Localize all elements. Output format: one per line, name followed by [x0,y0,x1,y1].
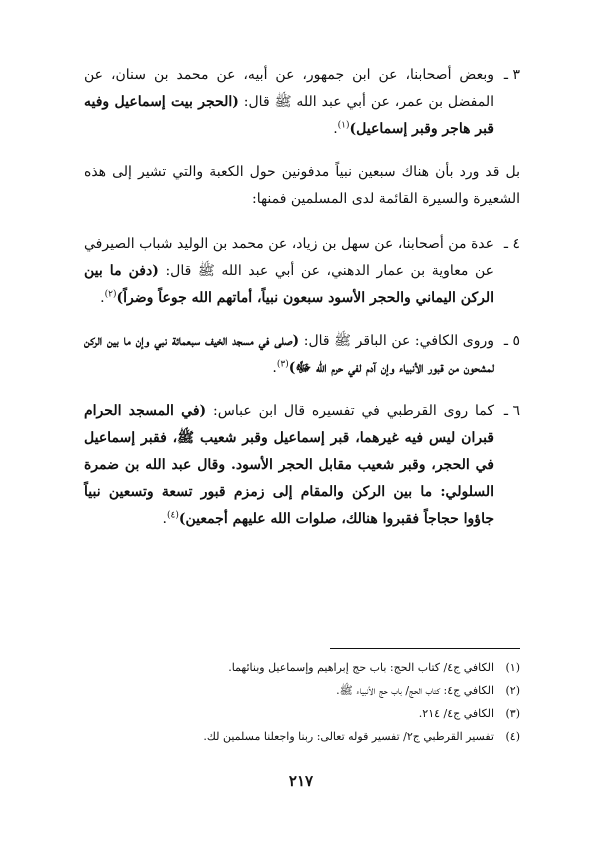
narration-quote: (الحجر بيت إسماعيل وفيه قبر هاجر وقبر إسماعيل) [84,94,494,137]
narration-quote: (في المسجد الحرام قبران ليس فيه غيرهما، قبر إسماعيل وقبر شعيب ﷺ، فقبر إسماعيل في الحجر، وقبر شعيب مقابل الحجر الأسود. وقال عبد الله بن ضمرة السلولي: ما بين الركن والمقام إلى زمزم قبور تسعة وتسعين نبياً جاؤوا حجاجاً فقبروا هنالك، صلوات الله عليهم أجمعين) [84,403,494,527]
item-number: ٤ ـ [503,236,520,252]
narration-4 [84,231,520,312]
body-paragraph: بل قد ورد بأن هناك سبعين نبياً مدفونين حول الكعبة والتي تشير إلى هذه الشعيرة والسيرة القائمة لدى المسلمين فمنها: [84,164,520,207]
footnote-number: (١) [505,661,520,674]
footnote-text: تفسير القرطبي ج٢/ تفسير قوله تعالى: ربنا واجعلنا مسلمين لك. [203,730,494,743]
footnote-separator [330,648,520,649]
narration-intro: كما روى القرطبي في تفسيره قال ابن عباس: [206,403,494,419]
narration-tail: . [272,360,277,376]
footnote-text: الكافي ج٤: كتاب الحج/ باب حج الأنبياء ﷺ. [336,684,494,697]
narration-5 [84,328,520,382]
footnote-4 [84,725,520,748]
narration-3 [84,62,520,143]
footnote-ref: (١) [337,120,350,131]
narration-intro: عدة من أصحابنا، عن سهل بن زياد، عن محمد بن الوليد شباب الصيرفي عن معاوية بن عمار الدهني، عن أبي عبد الله ﷺ قال: [84,236,495,279]
narration-6 [84,398,520,533]
footnote-text: الكافي ج٤/ كتاب الحج: باب حج إبراهيم وإسماعيل وبنائهما. [228,661,494,674]
footnote-3 [84,702,520,725]
footnote-number: (٤) [505,730,520,743]
item-number: ٦ ـ [503,403,520,419]
item-number: ٥ ـ [503,333,520,349]
footnotes [84,656,520,748]
footnote-ref: (٢) [104,289,117,300]
narration-quote: (صلى في مسجد الخيف سبعمائة نبي وإن ما بين الركن لمشحون من قبور الأنبياء وإن آدم لفي حرم الله ﷻ) [84,333,494,376]
main-text [84,62,520,549]
footnote-1 [84,656,520,679]
narration-intro: وروى الكافي: عن الباقر ﷺ قال: [299,333,494,349]
narration-intro: وبعض أصحابنا، عن ابن جمهور، عن أبيه، عن محمد بن سنان، عن المفضل بن عمر، عن أبي عبد الله ﷺ قال: [84,67,494,110]
footnote-2 [84,679,520,702]
narration-tail: . [162,511,167,527]
narration-tail: . [100,290,105,306]
footnote-ref: (٤) [166,510,179,521]
footnote-text: الكافي ج٤/ ٢١٤. [418,707,494,720]
item-number: ٣ ـ [503,67,520,83]
footnote-ref: (٣) [276,359,289,370]
footnote-number: (٢) [505,684,520,697]
narration-tail: . [333,121,338,137]
narration-quote: (دفن ما بين الركن اليماني والحجر الأسود سبعون نبياً، أماتهم الله جوعاً وضراً) [84,263,494,306]
footnote-number: (٣) [505,707,520,720]
page-number: ٢١٧ [288,772,314,790]
